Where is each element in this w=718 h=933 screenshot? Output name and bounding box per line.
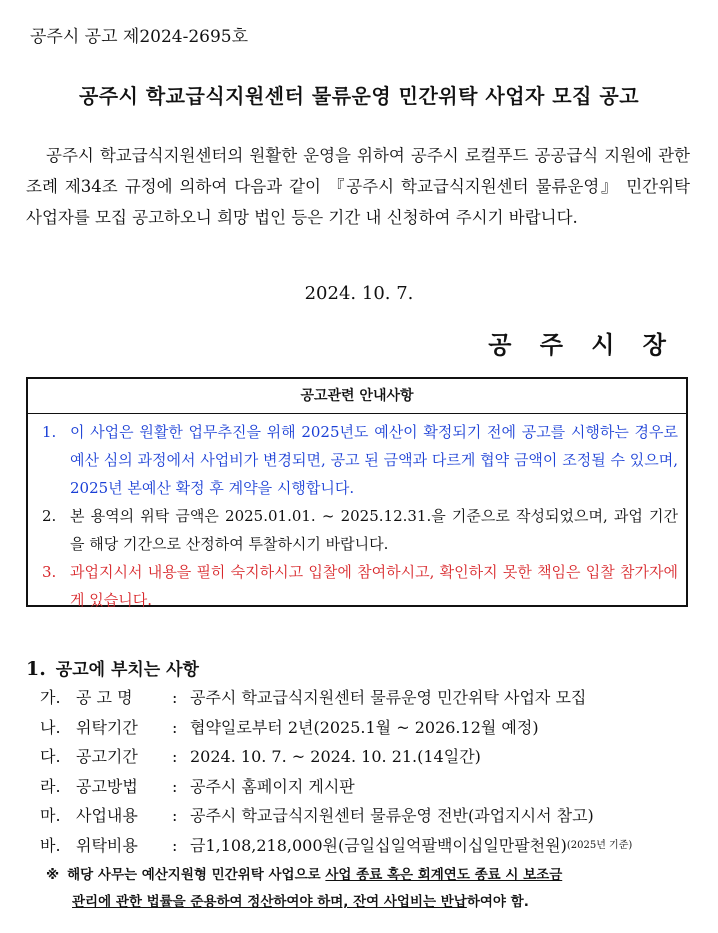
notice-info-box <box>26 377 688 607</box>
item-separator: : <box>172 717 178 737</box>
item-value: 2024. 10. 7. ~ 2024. 10. 21.(14일간) <box>190 747 481 767</box>
document-title: 공주시 학교급식지원센터 물류운영 민간위탁 사업자 모집 공고 <box>78 84 640 108</box>
note-text-underlined: 사업 종료 혹은 회계연도 종료 시 보조금 <box>325 867 563 883</box>
notice-number: 공주시 공고 제2024-2695호 <box>30 27 249 47</box>
intro-section <box>26 140 690 233</box>
section-number: 1. <box>26 658 46 680</box>
item-separator: : <box>172 776 178 796</box>
info-list <box>28 414 686 614</box>
item-label: 공고방법 <box>76 776 138 796</box>
item-marker: 나. <box>40 717 61 737</box>
info-item-amount <box>42 502 678 558</box>
item-label: 사업내용 <box>76 806 138 826</box>
section-title: 공고에 부치는 사항 <box>55 660 199 680</box>
item-value-suffix: (2025년 기준) <box>566 839 633 851</box>
note-text-plain: 하여야 함. <box>466 894 529 910</box>
info-item-budget <box>42 418 678 502</box>
item-marker: 바. <box>40 835 61 855</box>
intro-paragraph: 공주시 학교급식지원센터의 원활한 운영을 위하여 공주시 로컬푸드 공공급식 지원에 관한 조례 제34조 규정에 의하여 다음과 같이 『공주시 학교급식지원센터 물류운영』 민간위탁 사업자를 모집 공고하오니 희망 법인 등은 기간 내 신청하여 주시기 바랍니다. <box>26 146 690 227</box>
note-line-1 <box>46 862 690 889</box>
item-value: 협약일로부터 2년(2025.1월 ~ 2026.12월 예정) <box>190 717 539 737</box>
item-label: 공 고 명 <box>76 688 133 707</box>
item-marker: 다. <box>40 747 61 767</box>
notice-items <box>40 683 632 861</box>
item-label: 위탁비용 <box>76 835 138 855</box>
item-marker: 마. <box>40 806 61 826</box>
info-item-number: 1. <box>42 423 57 441</box>
item-row-content <box>40 801 632 831</box>
note-mark: ※ <box>46 867 60 883</box>
item-value: 공주시 홈페이지 게시판 <box>190 776 355 796</box>
info-box-heading: 공고관련 안내사항 <box>28 379 686 414</box>
item-row-name <box>40 683 632 713</box>
item-marker: 가. <box>40 688 61 707</box>
item-value: 공주시 학교급식지원센터 물류운영 민간위탁 사업자 모집 <box>190 688 587 707</box>
item-row-period <box>40 713 632 743</box>
item-row-method <box>40 772 632 802</box>
info-item-text: 본 용역의 위탁 금액은 2025.01.01. ~ 2025.12.31.을 기준으로 작성되었으며, 과업 기간을 해당 기간으로 산정하여 투찰하시기 바랍니다. <box>70 507 678 553</box>
note-line-2 <box>46 889 690 916</box>
issuer-name: 공 주 시 장 <box>488 330 676 359</box>
item-value: 금1,108,218,000원(금일십일억팔백이십일만팔천원) <box>190 835 567 855</box>
item-separator: : <box>172 835 178 855</box>
info-item-number: 3. <box>42 563 57 581</box>
info-item-text: 이 사업은 원활한 업무추진을 위해 2025년도 예산이 확정되기 전에 공고를 시행하는 경우로 예산 심의 과정에서 사업비가 변경되면, 공고 된 금액과 다르게 협약 금액이 조정될 수 있으며, 2025년 본예산 확정 후 계약을 시행합니다. <box>70 423 678 497</box>
item-separator: : <box>172 747 178 767</box>
section-heading <box>26 655 199 680</box>
info-item-number: 2. <box>42 507 57 525</box>
note-text-underlined: 관리에 관한 법률을 준용하여 정산하여야 하며, 잔여 사업비는 반납 <box>72 894 467 910</box>
item-marker: 라. <box>40 776 61 796</box>
note-text-plain: 해당 사무는 예산지원형 민간위탁 사업으로 <box>67 867 321 883</box>
settlement-note <box>46 862 690 916</box>
item-separator: : <box>172 688 178 707</box>
item-row-cost <box>40 831 632 861</box>
item-value: 공주시 학교급식지원센터 물류운영 전반(과업지시서 참고) <box>190 806 594 826</box>
notice-date: 2024. 10. 7. <box>304 283 414 304</box>
info-item-responsibility <box>42 558 678 614</box>
item-row-notice-period <box>40 742 632 772</box>
item-separator: : <box>172 806 178 826</box>
info-item-text: 과업지시서 내용을 필히 숙지하시고 입찰에 참여하시고, 확인하지 못한 책임은 입찰 참가자에게 있습니다. <box>70 563 678 609</box>
item-label: 공고기간 <box>76 747 138 767</box>
item-label: 위탁기간 <box>76 717 138 737</box>
